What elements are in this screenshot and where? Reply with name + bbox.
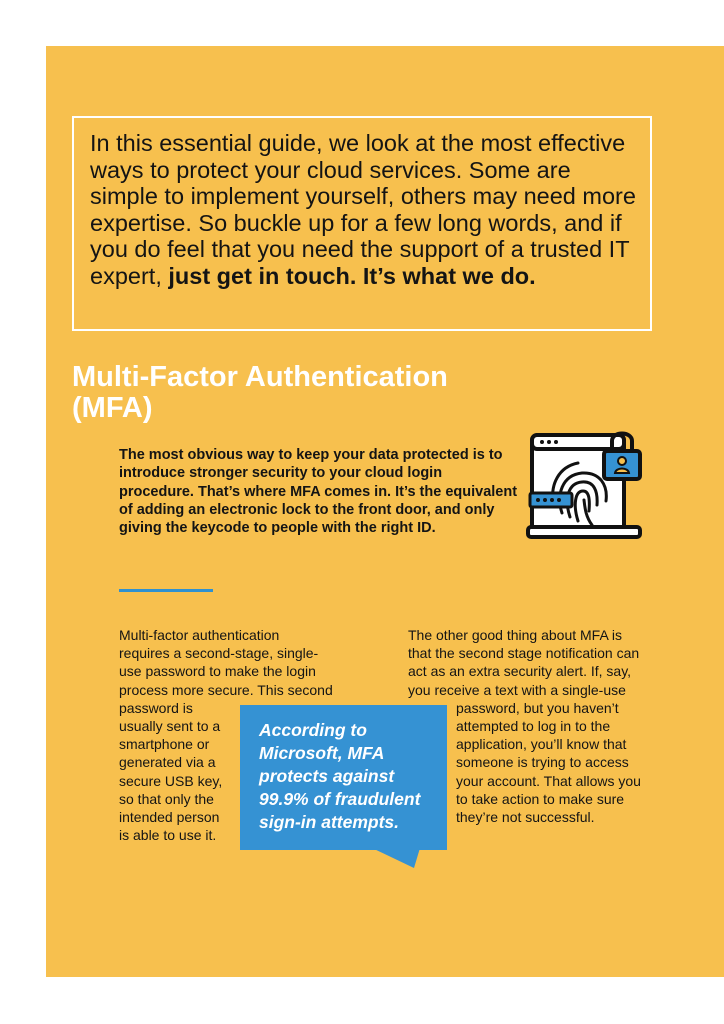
- column-left-line: is able to use it.: [119, 827, 217, 844]
- column-left-line: requires a second-stage, single-: [119, 645, 319, 662]
- column-right-line: someone is trying to access: [456, 754, 629, 771]
- callout-quote: According to Microsoft, MFA protects against 99.9% of fraudulent sign-in attempts.: [259, 720, 421, 832]
- section-heading: Multi-Factor Authentication (MFA): [72, 361, 448, 424]
- column-right-line: they’re not successful.: [456, 809, 595, 826]
- fingerprint-padlock-browser-icon: [526, 425, 644, 543]
- section-lead: The most obvious way to keep your data protected is to introduce stronger security to your cloud login procedure. That’s where MFA comes in. It’s the equivalent of adding an electronic lock to the front door, and only giving the keycode to people with the right ID.: [119, 447, 518, 537]
- column-right-line: you receive a text with a single-use: [408, 681, 626, 698]
- column-left-line: generated via a: [119, 754, 216, 771]
- column-left-line: Multi-factor authentication: [119, 627, 280, 643]
- intro-text: In this essential guide, we look at the most effective ways to protect your cloud services. Some are simple to implement yourself, others may need more expertise. So buckle up for a few long words, and if you do feel that you need the support of a trusted IT expert,: [90, 130, 636, 289]
- column-left-line: secure USB key,: [119, 772, 223, 789]
- column-left-line: password is: [119, 699, 193, 716]
- column-left-line: intended person: [119, 809, 220, 826]
- column-right-line: application, you’ll know that: [456, 736, 627, 753]
- column-right-line: password, but you haven’t: [456, 699, 619, 716]
- column-left-line: usually sent to a: [119, 718, 221, 735]
- column-left-line: process more secure. This second: [119, 681, 333, 698]
- column-left-line: use password to make the login: [119, 663, 316, 680]
- column-right-line: your account. That allows you: [456, 772, 641, 789]
- column-right-line: The other good thing about MFA is: [408, 627, 623, 643]
- column-right-line: act as an extra security alert. If, say,: [408, 663, 632, 680]
- column-left-line: so that only the: [119, 790, 214, 807]
- column-right: [408, 626, 688, 826]
- column-right-line: attempted to log in to the: [456, 718, 611, 735]
- column-right-line: to take action to make sure: [456, 790, 625, 807]
- callout-tail: [372, 848, 420, 868]
- accent-rule: [119, 589, 213, 592]
- intro-box: [72, 116, 652, 331]
- intro-emphasis[interactable]: just get in touch. It’s what we do.: [168, 262, 536, 289]
- column-right-line: that the second stage notification can: [408, 645, 640, 662]
- column-left-line: smartphone or: [119, 736, 210, 753]
